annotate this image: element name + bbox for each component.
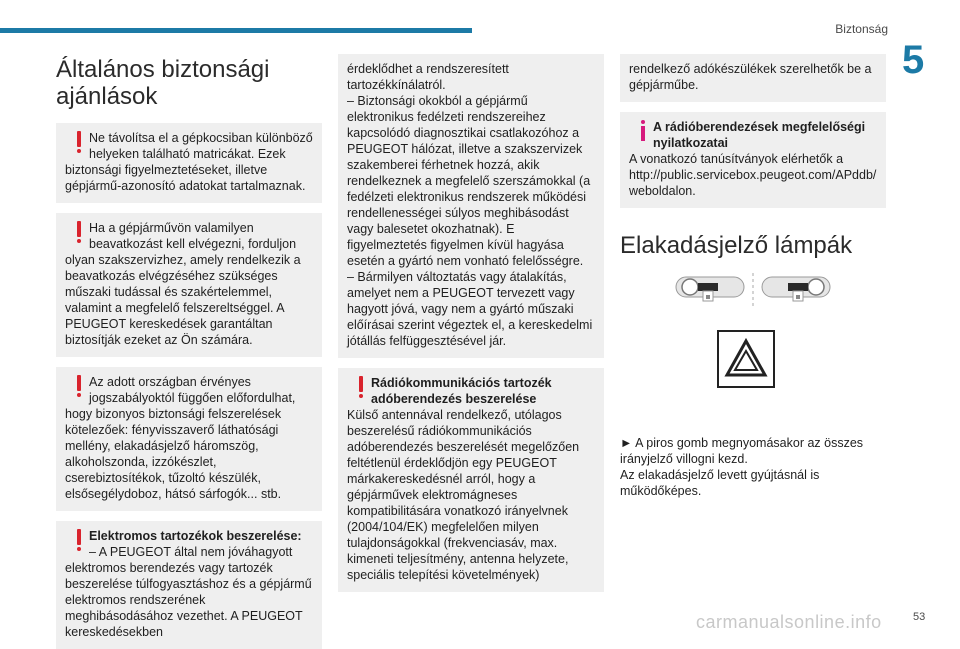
header-accent-bar bbox=[0, 28, 472, 33]
alert-box-service bbox=[56, 213, 322, 357]
warning-icon bbox=[76, 375, 82, 397]
column-1 bbox=[56, 56, 322, 649]
hazard-para-1: ► A piros gomb megnyomásakor az összes irányjelző villogni kezd. bbox=[620, 436, 864, 466]
alert-box-radio bbox=[338, 368, 604, 592]
info-title: A rádióberendezések megfelelőségi nyilatkozatai bbox=[653, 120, 866, 150]
alert-text-first: Az adott országban érvényes jogszabályoktól függően előfordulhat, bbox=[89, 375, 296, 405]
alert-box-electrical bbox=[56, 521, 322, 649]
alert-title: Elektromos tartozékok beszerelése: bbox=[89, 529, 302, 543]
section-title: Biztonság bbox=[835, 22, 888, 36]
alert-text: Külső antennával rendelkező, utólagos beszerelésű rádiókommunikációs adóberendezés beszerelését megelőzően feltétlenül érdeklődjön egy PEUGEOT márkakereskedésnél arról, hogy a gépjárművek elektromágneses kompatibilitására vonatkozó irányelvnek (2004/104/EK) megfelelően milyen tulajdonságokkal (frekvenciasáv, max. kimeneti teljesítmény, antenna helyzete, speciális telepítési követelmények) bbox=[347, 408, 580, 582]
warning-icon bbox=[76, 529, 82, 551]
column-2 bbox=[338, 54, 604, 592]
alert-box-equipment bbox=[56, 367, 322, 511]
continued-box bbox=[338, 54, 604, 358]
info-text: A vonatkozó tanúsítványok elérhetők a http://public.servicebox.peugeot.com/APddb/ weboldalon. bbox=[629, 152, 877, 198]
info-box-conformity bbox=[620, 112, 886, 208]
general-safety-heading: Általános biztonsági ajánlások bbox=[56, 56, 270, 110]
column-3 bbox=[620, 54, 886, 499]
alert-text-first: – A PEUGEOT által nem jóváhagyott bbox=[89, 545, 293, 559]
box-text: rendelkező adókészülékek szerelhetők be a gépjárműbe. bbox=[629, 62, 872, 92]
alert-text: hogy bizonyos biztonsági felszerelések kötelezőek: fényvisszaverő láthatósági mellény, elakadásjelző háromszög, alkoholszonda, izzókészlet, cserebiztosítékok, tűzoltó készülék, elsősegélydoboz, hátsó sárfogók... stb. bbox=[65, 407, 282, 501]
page-number: 53 bbox=[913, 611, 926, 623]
info-icon bbox=[640, 120, 646, 141]
continued-box bbox=[620, 54, 886, 102]
chapter-number: 5 bbox=[902, 38, 925, 82]
list-item: – Bármilyen változtatás vagy átalakítás, amelyet nem a PEUGEOT tervezett vagy hagyott jóvá, vagy nem a gyártó műszaki előírásai szerint végeztek el, a kereskedelmi jótállás felfüggesztésével jár. bbox=[347, 270, 593, 348]
hazard-lights-illustration bbox=[620, 269, 886, 419]
list-item: – Biztonsági okokból a gépjármű elektronikus fedélzeti rendszereihez kapcsolódó diagnosztikai csatlakozóhoz a PEUGEOT hálózat, illetve a szakszervizek szakemberei férhetnek hozzá, akik rendelkeznek a megfelelő szerszámokkal (a fedélzeti elektronikus rendszerek működési rendellenességei súlyos meghibásodást vagy balesetet okozhatnak). E figyelmeztetés figyelmen kívül hagyása esetén a gyártó nem vonható felelősségre. bbox=[347, 94, 591, 268]
alert-text: biztonsági figyelmeztetéseket, illetve gépjármű-azonosító adatokat tartalmaznak. bbox=[65, 163, 306, 193]
alert-text: elektromos berendezés vagy tartozék beszerelése túlfogyasztáshoz és a gépjármű elektromos rendszerének meghibásodásához vezethet. A PEUGEOT kereskedésekben bbox=[65, 561, 312, 639]
warning-icon bbox=[358, 376, 364, 398]
alert-text-first: Ha a gépjárművön valamilyen beavatkozást kell elvégezni, forduljon bbox=[89, 221, 297, 251]
hazard-para-2: Az elakadásjelző levett gyújtásnál is működőképes. bbox=[620, 468, 820, 498]
hazard-lights-heading: Elakadásjelző lámpák bbox=[620, 232, 853, 259]
box-text: érdeklődhet a rendszeresített tartozékkínálatról. bbox=[347, 62, 509, 92]
warning-icon bbox=[76, 131, 82, 153]
hazard-button-icon bbox=[718, 331, 774, 387]
alert-text: olyan szakszervizhez, amely rendelkezik a beavatkozás elvégzéséhez szükséges műszaki tudással és szakértelemmel, valamint a megfelelő felszereltséggel. A PEUGEOT kereskedések garantáltan biztosítják ezeket az Ön számára. bbox=[65, 253, 301, 347]
right-dashboard-icon bbox=[762, 277, 830, 301]
alert-box-stickers bbox=[56, 123, 322, 203]
left-dashboard-icon bbox=[676, 277, 744, 301]
alert-text-first: Ne távolítsa el a gépkocsiban különböző helyeken található matricákat. Ezek bbox=[89, 131, 313, 161]
watermark-text: carmanualsonline.info bbox=[696, 612, 882, 632]
alert-title: Rádiókommunikációs tartozék adóberendezés beszerelése bbox=[371, 376, 552, 406]
warning-icon bbox=[76, 221, 82, 243]
